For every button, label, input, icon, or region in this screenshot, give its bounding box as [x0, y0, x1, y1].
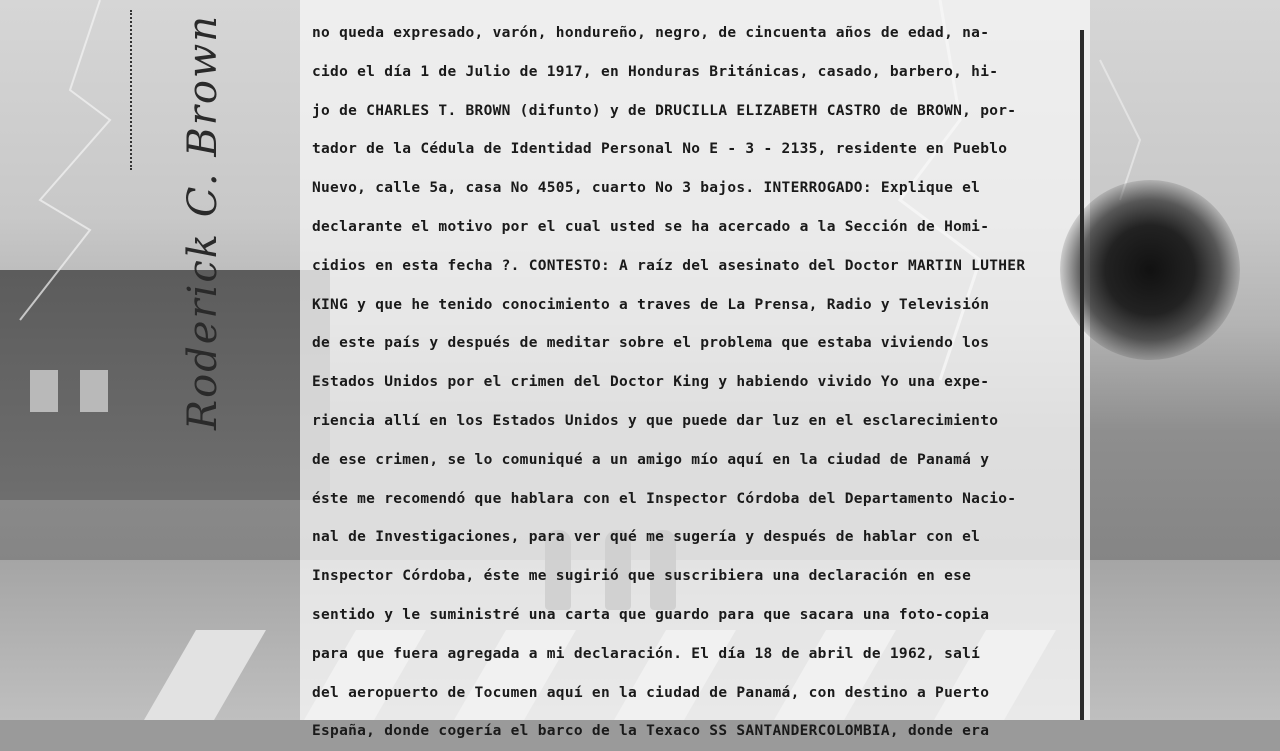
typed-text	[312, 14, 1052, 751]
text-line: declarante el motivo por el cual usted se ha acercado a la Sección de Homi-	[312, 218, 990, 235]
text-line: KING y que he tenido conocimiento a traves de La Prensa, Radio y Televisión	[312, 296, 990, 313]
margin-mark	[130, 10, 136, 170]
text-line: Inspector Córdoba, éste me sugirió que suscribiera una declaración en ese	[312, 568, 972, 585]
text-line: cido el día 1 de Julio de 1917, en Honduras Británicas, casado, barbero, hi-	[312, 63, 999, 80]
text-line: para que fuera agregada a mi declaración. El día 18 de abril de 1962, salí	[312, 645, 981, 662]
text-line: de ese crimen, se lo comuniqué a un amigo mío aquí en la ciudad de Panamá y	[312, 451, 990, 468]
ink-stain	[1060, 180, 1240, 360]
text-line: cidios en esta fecha ?. CONTESTO: A raíz del asesinato del Doctor MARTIN LUTHER	[312, 257, 1026, 274]
text-line: no queda expresado, varón, hondureño, negro, de cincuenta años de edad, na-	[312, 25, 990, 41]
text-line: del aeropuerto de Tocumen aquí en la ciudad de Panamá, con destino a Puerto	[312, 684, 990, 701]
text-line: Nuevo, calle 5a, casa No 4505, cuarto No 3 bajos. INTERROGADO: Explique el	[312, 180, 981, 197]
handwritten-signature: Roderick C. Brown	[180, 14, 226, 430]
page-fold-line	[1080, 30, 1084, 720]
text-line: éste me recomendó que hablara con el Inspector Córdoba del Departamento Nacio-	[312, 490, 1017, 507]
text-line: riencia allí en los Estados Unidos y que puede dar luz en el esclarecimiento	[312, 412, 999, 429]
text-line: Estados Unidos por el crimen del Doctor King y habiendo vivido Yo una expe-	[312, 374, 990, 391]
text-line: de este país y después de meditar sobre el problema que estaba viviendo los	[312, 335, 990, 352]
text-line: sentido y le suministré una carta que guardo para que sacara una foto-copia	[312, 606, 990, 623]
text-line: nal de Investigaciones, para ver qué me sugería y después de hablar con el	[312, 529, 981, 546]
text-line: tador de la Cédula de Identidad Personal No E - 3 - 2135, residente en Pueblo	[312, 141, 1008, 158]
text-line: España, donde cogería el barco de la Texaco SS SANTANDERCOLOMBIA, donde era	[312, 723, 990, 740]
text-line: jo de CHARLES T. BROWN (difunto) y de DRUCILLA ELIZABETH CASTRO de BROWN, por-	[312, 102, 1017, 119]
